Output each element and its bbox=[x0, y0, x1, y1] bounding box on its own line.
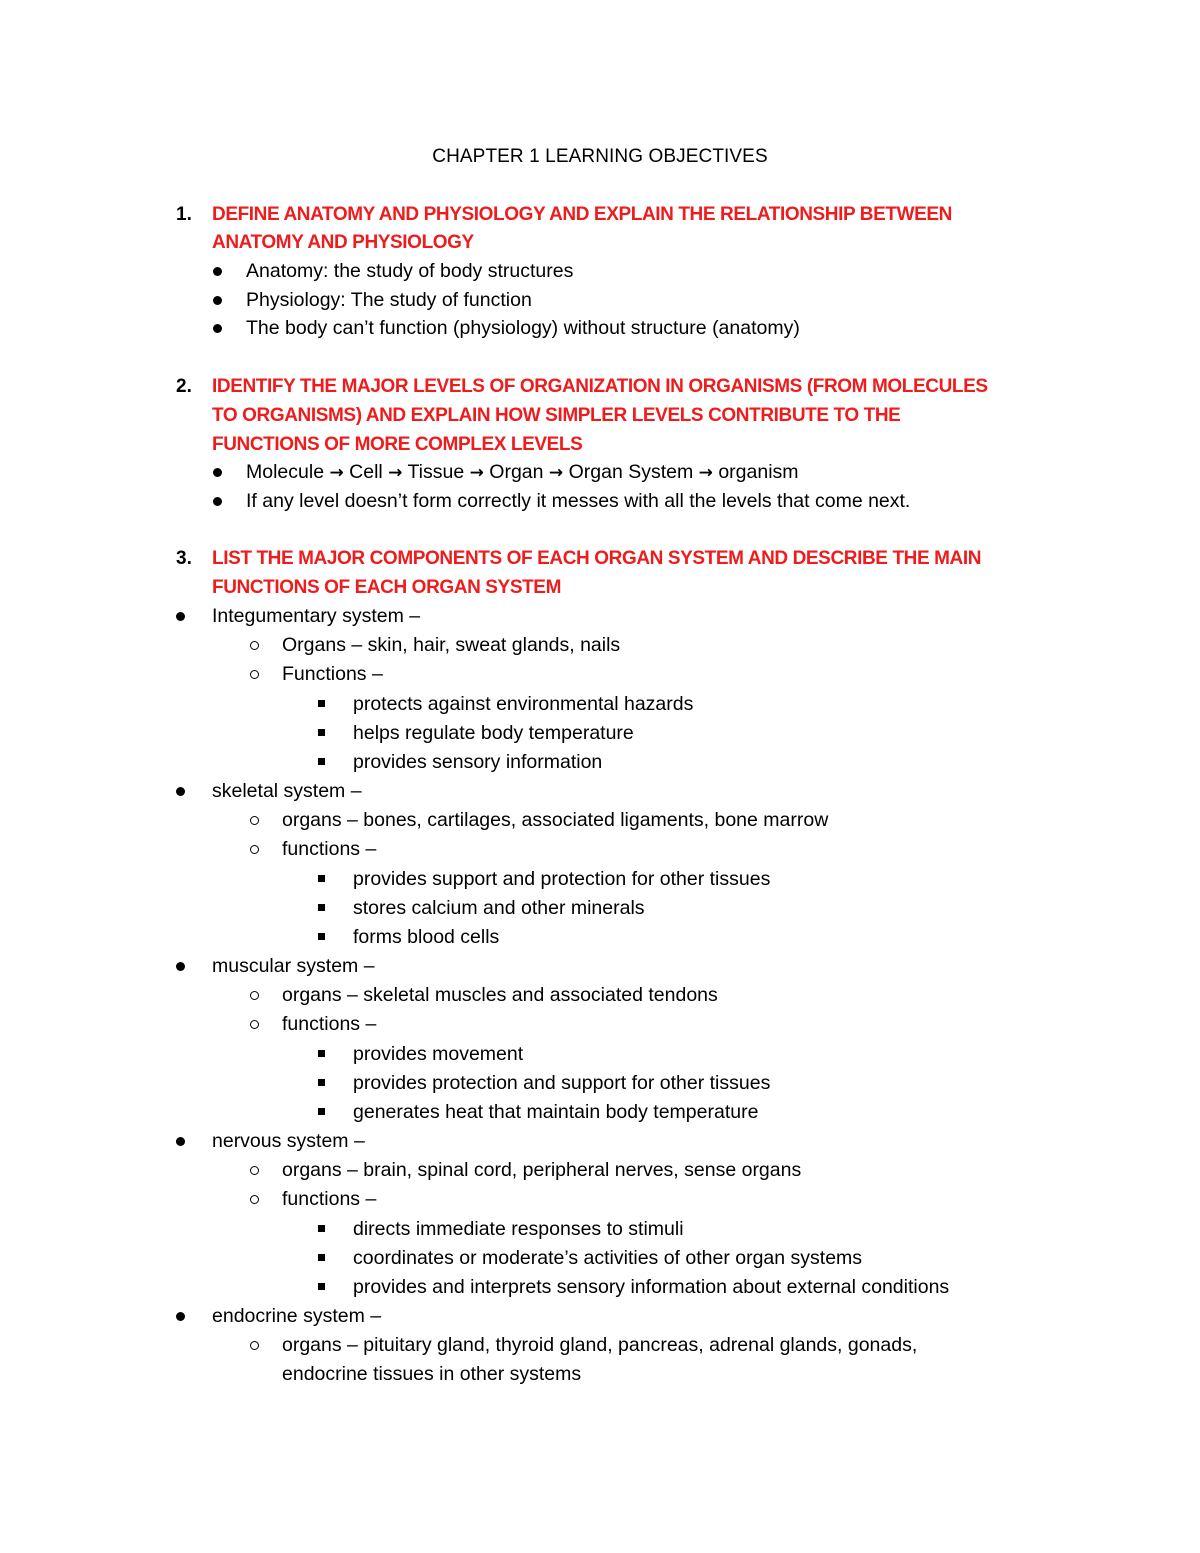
bullet-dot bbox=[213, 468, 222, 477]
system-endocrine-organs-line-2: endocrine tissues in other systems bbox=[282, 1363, 582, 1385]
bullet-dot bbox=[176, 1137, 185, 1146]
system-skeletal-function-1: provides support and protection for other tissues bbox=[353, 868, 771, 890]
level-organism: organism bbox=[718, 461, 799, 483]
circle-bullet bbox=[250, 1195, 259, 1204]
square-bullet bbox=[318, 758, 325, 765]
system-integumentary-function-3: provides sensory information bbox=[353, 751, 603, 773]
system-nervous-organs: organs – brain, spinal cord, peripheral nerves, sense organs bbox=[282, 1159, 802, 1181]
system-nervous-function-2: coordinates or moderate’s activities of other organ systems bbox=[353, 1247, 863, 1269]
bullet-dot bbox=[176, 1312, 185, 1321]
square-bullet bbox=[318, 729, 325, 736]
bullet-dot bbox=[213, 324, 222, 333]
objective-1-heading-line-2: ANATOMY AND PHYSIOLOGY bbox=[212, 232, 474, 253]
circle-bullet bbox=[250, 1166, 259, 1175]
system-endocrine-name: endocrine system – bbox=[212, 1305, 382, 1327]
objective-1-heading-line-1: DEFINE ANATOMY AND PHYSIOLOGY AND EXPLAIN THE RELATIONSHIP BETWEEN bbox=[212, 204, 953, 225]
system-integumentary-name: Integumentary system – bbox=[212, 605, 421, 627]
system-skeletal-function-2: stores calcium and other minerals bbox=[353, 897, 645, 919]
right-arrow-icon: → bbox=[548, 463, 564, 483]
system-muscular-name: muscular system – bbox=[212, 955, 375, 977]
square-bullet bbox=[318, 1108, 325, 1115]
objective-3-number: 3. bbox=[176, 548, 192, 569]
objective-3-heading-line-1: LIST THE MAJOR COMPONENTS OF EACH ORGAN SYSTEM AND DESCRIBE THE MAIN bbox=[212, 548, 982, 569]
square-bullet bbox=[318, 1050, 325, 1057]
square-bullet bbox=[318, 700, 325, 707]
page-title: CHAPTER 1 LEARNING OBJECTIVES bbox=[432, 146, 768, 167]
objective-1-bullet-2: Physiology: The study of function bbox=[246, 289, 532, 311]
right-arrow-icon: → bbox=[469, 463, 484, 483]
circle-bullet bbox=[250, 641, 259, 650]
system-skeletal-function-3: forms blood cells bbox=[353, 926, 500, 948]
objective-2-heading-line-2: TO ORGANISMS) AND EXPLAIN HOW SIMPLER LEVELS CONTRIBUTE TO THE bbox=[212, 405, 901, 426]
system-nervous-function-1: directs immediate responses to stimuli bbox=[353, 1218, 684, 1240]
system-muscular-functions-label: functions – bbox=[282, 1013, 377, 1035]
system-skeletal-organs: organs – bones, cartilages, associated ligaments, bone marrow bbox=[282, 809, 829, 831]
right-arrow-icon: → bbox=[388, 463, 403, 483]
system-integumentary-function-2: helps regulate body temperature bbox=[353, 722, 634, 744]
circle-bullet bbox=[250, 670, 259, 679]
objective-2-heading-line-3: FUNCTIONS OF MORE COMPLEX LEVELS bbox=[212, 434, 583, 455]
bullet-dot bbox=[176, 962, 185, 971]
circle-bullet bbox=[250, 991, 259, 1000]
level-cell: Cell bbox=[349, 461, 383, 483]
square-bullet bbox=[318, 904, 325, 911]
square-bullet bbox=[318, 933, 325, 940]
objective-2-bullet-1: If any level doesn’t form correctly it messes with all the levels that come next. bbox=[246, 490, 911, 512]
square-bullet bbox=[318, 875, 325, 882]
level-tissue: Tissue bbox=[407, 461, 465, 483]
system-muscular-function-2: provides protection and support for other tissues bbox=[353, 1072, 771, 1094]
levels-of-organization bbox=[246, 458, 799, 488]
bullet-dot bbox=[176, 787, 185, 796]
bullet-dot bbox=[176, 612, 185, 621]
system-integumentary-function-1: protects against environmental hazards bbox=[353, 693, 694, 715]
system-muscular-function-3: generates heat that maintain body temperature bbox=[353, 1101, 759, 1123]
bullet-dot bbox=[213, 497, 222, 506]
circle-bullet bbox=[250, 845, 259, 854]
system-endocrine-organs-line-1: organs – pituitary gland, thyroid gland, pancreas, adrenal glands, gonads, bbox=[282, 1334, 918, 1356]
system-nervous-function-3: provides and interprets sensory information about external conditions bbox=[353, 1276, 950, 1298]
level-molecule: Molecule bbox=[246, 461, 325, 483]
circle-bullet bbox=[250, 1020, 259, 1029]
objective-2-number: 2. bbox=[176, 376, 192, 397]
bullet-dot bbox=[213, 296, 222, 305]
system-integumentary-functions-label: Functions – bbox=[282, 663, 383, 685]
system-integumentary-organs: Organs – skin, hair, sweat glands, nails bbox=[282, 634, 621, 656]
objective-1-number: 1. bbox=[176, 204, 192, 225]
system-muscular-organs: organs – skeletal muscles and associated tendons bbox=[282, 984, 718, 1006]
circle-bullet bbox=[250, 816, 259, 825]
level-organ: Organ bbox=[489, 461, 544, 483]
square-bullet bbox=[318, 1225, 325, 1232]
objective-1-bullet-3: The body can’t function (physiology) without structure (anatomy) bbox=[246, 317, 800, 339]
right-arrow-icon: → bbox=[698, 463, 713, 483]
system-nervous-name: nervous system – bbox=[212, 1130, 365, 1152]
circle-bullet bbox=[250, 1341, 259, 1350]
square-bullet bbox=[318, 1254, 325, 1261]
objective-3-heading-line-2: FUNCTIONS OF EACH ORGAN SYSTEM bbox=[212, 577, 562, 598]
system-skeletal-functions-label: functions – bbox=[282, 838, 377, 860]
system-skeletal-name: skeletal system – bbox=[212, 780, 362, 802]
system-nervous-functions-label: functions – bbox=[282, 1188, 377, 1210]
system-muscular-function-1: provides movement bbox=[353, 1043, 524, 1065]
bullet-dot bbox=[213, 267, 222, 276]
objective-1-bullet-1: Anatomy: the study of body structures bbox=[246, 260, 574, 282]
right-arrow-icon: → bbox=[329, 463, 344, 483]
square-bullet bbox=[318, 1283, 325, 1290]
objective-2-heading-line-1: IDENTIFY THE MAJOR LEVELS OF ORGANIZATION IN ORGANISMS (FROM MOLECULES bbox=[212, 376, 988, 397]
level-organ-system: Organ System bbox=[568, 461, 694, 483]
square-bullet bbox=[318, 1079, 325, 1086]
